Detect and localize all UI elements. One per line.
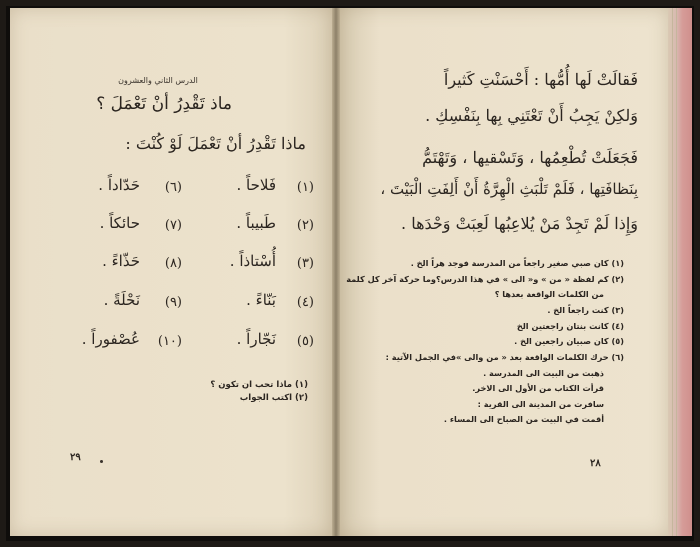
item-number: (٧) <box>164 218 182 233</box>
item-number: (٩) <box>164 295 182 310</box>
item-number: (٤) <box>296 295 314 310</box>
exercise-line: (١) ماذا تحب ان تكون ؟ <box>210 380 308 390</box>
page-number: ٢٩ <box>70 452 81 463</box>
item-word: طَبيباً . <box>236 214 276 232</box>
item-number: (٢) <box>296 218 314 233</box>
item-word: عُصْفوراً . <box>81 330 140 348</box>
note-line: ذهبت من البيت الى المدرسة . <box>483 368 604 378</box>
question-1: ماذ تَقْدِرُ أنْ تَعْمَلَ ؟ <box>96 94 232 114</box>
item-word: أُسْتاذاً . <box>229 252 276 270</box>
note-line: (٣) كنت راجعاً الخ . <box>547 305 624 315</box>
item-word: بَنّاءً . <box>246 291 276 309</box>
item-number: (٣) <box>296 256 314 271</box>
note-line: (١) كان صبي صغير راجعاً من المدرسة فوجد هراً الخ . <box>410 258 624 268</box>
page-number: ٢٨ <box>590 458 601 469</box>
item-number: (٥) <box>296 334 314 349</box>
item-word: حائكاً . <box>99 214 140 232</box>
note-line: (٤) كانت بنتان راجعتين الخ <box>516 321 624 331</box>
note-line: سافرت من المدينة الى القرية : <box>477 399 604 409</box>
item-word: نَجّاراً . <box>236 330 276 348</box>
item-word: نَحْلَةً . <box>103 291 140 309</box>
ink-dot <box>100 460 103 463</box>
question-2: ماذا تَقْدِرُ أنْ تَعْمَلَ لَوْ كُنْتَ : <box>125 134 306 153</box>
note-line: (٥) كان صبيان راجعين الخ . <box>514 336 624 346</box>
page-stack-line <box>672 8 673 536</box>
note-line: من الكلمات الواقعة بعدها ؟ <box>494 289 604 299</box>
item-word: حَدّاداً . <box>98 176 140 194</box>
item-number: (٨) <box>164 256 182 271</box>
note-line: أقمت في البيت من الصباح الى المساء . <box>443 414 604 424</box>
exercise-line: (٢) اكتب الجواب <box>239 393 308 403</box>
note-line: (٢) كم لفظة « من » و« الى » في هذا الدرس؟وما حركة آخر كل كلمة <box>346 274 624 284</box>
page-stack-line <box>676 8 677 536</box>
lesson-title: الدرس الثاني والعشرون <box>118 76 198 85</box>
item-word: فَلاحاً . <box>236 176 276 194</box>
story-line: وَإِذا لَمْ تَجِدْ مَنْ يُلاعِبُها لَعِبَتْ وَحْدَها . <box>401 214 638 233</box>
item-number: (١٠) <box>157 334 182 349</box>
item-number: (٦) <box>164 180 182 195</box>
story-line: فَجَعَلَتْ تُطْعِمُها ، وَتَسْقيها ، وَتَهْتَمُّ <box>422 148 638 167</box>
item-number: (١) <box>296 180 314 195</box>
book-gutter <box>332 8 340 536</box>
left-page <box>10 8 332 536</box>
item-word: حَذّاءً . <box>102 252 140 270</box>
note-line: قرأت الكتاب من الأول الى الاخر. <box>472 383 604 393</box>
story-line: وَلكِنْ يَجِبُ أَنْ تَعْتَنِي بِها بِنَفْسِكِ . <box>425 106 638 125</box>
right-page <box>340 8 668 536</box>
story-line: فَقالَتْ لَها أُمُّها : أَحْسَنْتِ كَثيراً <box>443 70 638 89</box>
story-line: بِنَظافَتِها ، فَلَمْ تَلْبَثِ الْهِرَّةُ أَنْ أَلِفَتِ الْبَيْتَ ، <box>380 180 638 198</box>
note-line: (٦) حرك الكلمات الواقعة بعد « من والى »في الجمل الآتية : <box>385 352 624 362</box>
